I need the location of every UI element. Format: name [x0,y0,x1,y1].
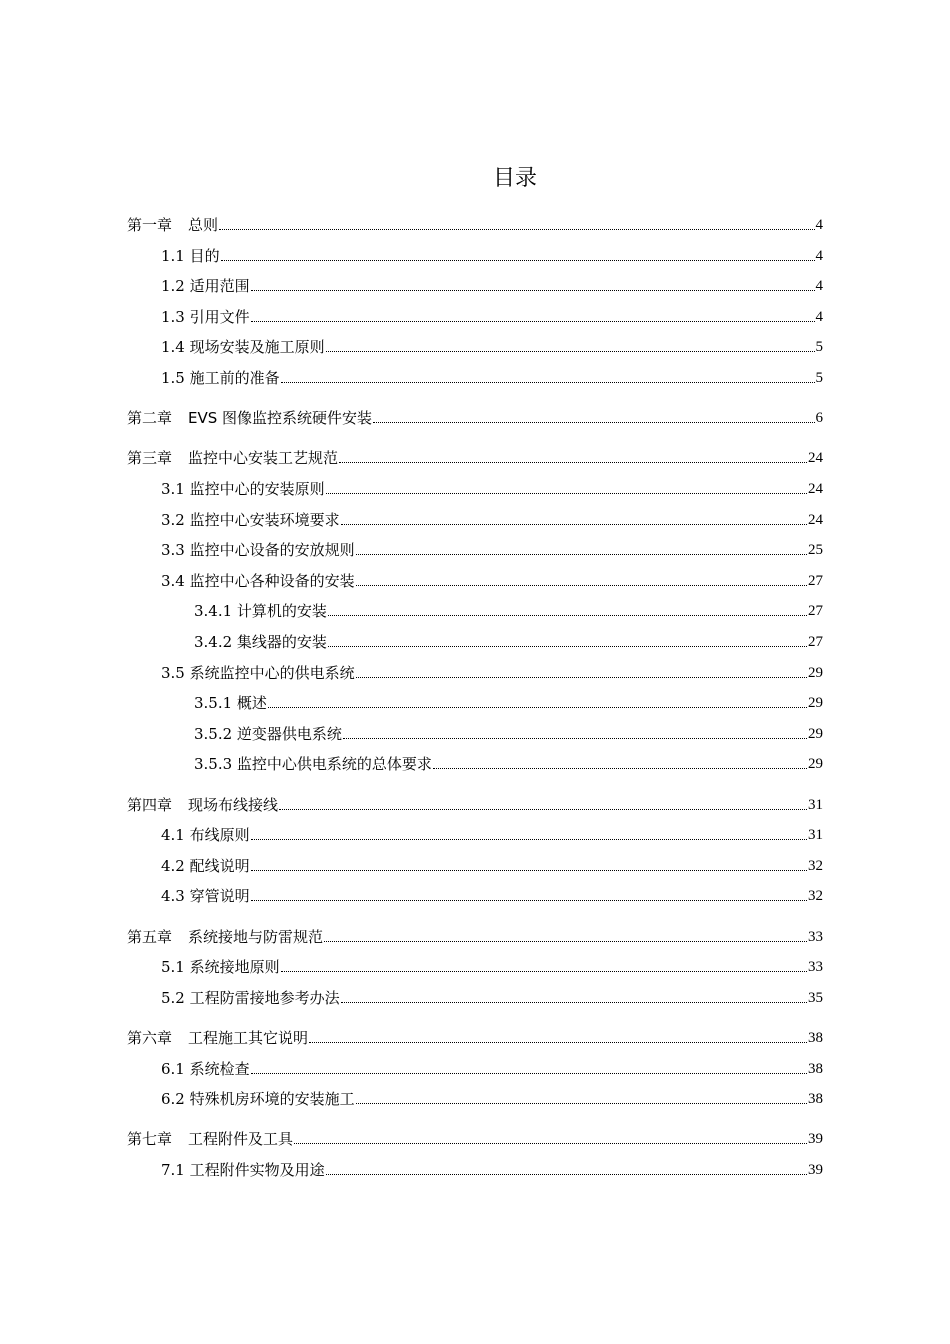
toc-chapter-number: 第二章 [127,409,173,428]
toc-entry-title: 5.2 工程防雷接地参考办法 [161,988,340,1007]
toc-chapter-number: 第一章 [127,216,173,234]
dot-leader [324,941,807,942]
toc-section-entry[interactable] [161,567,823,591]
toc-page-number: 4 [815,247,823,264]
toc-section-entry[interactable] [194,597,823,621]
toc-entry-title: 工程附件及工具 [188,1130,294,1149]
toc-section-entry[interactable] [194,720,823,744]
toc-section-entry[interactable] [194,689,823,713]
toc-chapter-entry[interactable] [127,791,823,815]
toc-page-number: 5 [815,339,823,356]
toc-entry-title: 3.4.2 集线器的安装 [194,633,327,651]
dot-leader [221,260,815,261]
toc-entry-title: 监控中心安装工艺规范 [188,449,339,468]
dot-leader [433,768,807,769]
toc-page-number: 4 [815,217,823,233]
dot-leader [294,1143,807,1144]
dot-leader [251,321,815,322]
toc-entry-title: 4.1 布线原则 [161,826,250,845]
toc-section-entry[interactable] [161,1156,823,1180]
toc-entry-title: 7.1 工程附件实物及用途 [161,1161,325,1179]
dot-leader [373,422,814,423]
toc-section-entry[interactable] [161,333,823,357]
dot-leader [219,229,814,230]
toc-entry-title: 3.4.1 计算机的安装 [194,602,327,621]
dot-leader [268,707,807,708]
toc-page-number: 4 [815,308,823,325]
dot-leader [279,809,807,810]
toc-entry-title: 工程施工其它说明 [188,1029,309,1047]
toc-entry-title: 系统接地与防雷规范 [188,927,324,946]
toc-page-number: 29 [808,756,823,773]
toc-section-entry[interactable] [161,1055,823,1079]
toc-section-entry[interactable] [161,953,823,977]
toc-section-entry[interactable] [161,821,823,845]
toc-chapter-number: 第四章 [127,795,173,814]
dot-leader [356,585,807,586]
toc-page-number: 25 [808,542,823,559]
toc-page-number: 38 [808,1030,823,1046]
toc-entry-title: 1.2 适用范围 [161,277,250,296]
dot-leader [356,677,807,678]
dot-leader [251,870,807,871]
toc-entry-title: EVS 图像监控系统硬件安装 [188,409,373,428]
toc-entry-title: 5.1 系统接地原则 [161,958,280,977]
dot-leader [326,1174,807,1175]
toc-chapter-entry[interactable] [127,923,823,947]
toc-page-number: 29 [808,664,823,681]
toc-entry-title: 3.3 监控中心设备的安放规则 [161,541,355,560]
toc-chapter-entry[interactable] [127,1125,823,1149]
toc-page-number: 27 [808,603,823,620]
toc-chapter-entry[interactable] [127,211,823,235]
toc-section-entry[interactable] [161,852,823,876]
toc-page-number: 31 [808,827,823,844]
toc-page-number: 24 [808,511,823,528]
dot-leader [341,1002,807,1003]
toc-title: 目录 [492,166,537,191]
dot-leader [328,646,807,647]
toc-page-number: 33 [808,959,823,976]
toc-entry-title: 3.5.1 概述 [194,694,267,713]
toc-page-number: 32 [808,857,823,874]
toc-section-entry[interactable] [161,242,823,266]
toc-page-number: 38 [808,1060,823,1077]
toc-chapter-number: 第三章 [127,449,173,468]
dot-leader [339,462,807,463]
toc-entry-title: 现场布线接线 [188,795,279,814]
toc-entry-title: 6.2 特殊机房环境的安装施工 [161,1090,355,1109]
toc-page-number: 24 [808,450,823,467]
toc-page-number: 29 [808,725,823,742]
toc-section-entry[interactable] [161,364,823,388]
toc-entry-title: 1.3 引用文件 [161,307,250,326]
toc-chapter-number: 第六章 [127,1029,173,1047]
toc-entry-title: 3.5.2 逆变器供电系统 [194,724,342,743]
toc-chapter-entry[interactable] [127,444,823,468]
toc-page-number: 24 [808,481,823,497]
dot-leader [251,290,815,291]
toc-entry-title: 1.5 施工前的准备 [161,369,280,387]
toc-page-number: 39 [808,1162,823,1178]
toc-entry-title: 4.3 穿管说明 [161,887,250,906]
toc-page-number: 33 [808,928,823,945]
toc-entry-title: 3.5.3 监控中心供电系统的总体要求 [194,755,432,774]
toc-section-entry[interactable] [161,984,823,1008]
toc-page-number: 5 [815,370,823,386]
toc-page-number: 31 [808,796,823,813]
toc-chapter-entry[interactable] [127,404,823,428]
toc-entry-title: 总则 [188,216,219,234]
toc-entry-title: 4.2 配线说明 [161,856,250,875]
dot-leader [309,1042,807,1043]
toc-section-entry[interactable] [194,628,823,652]
toc-section-entry[interactable] [161,475,823,499]
toc-section-entry[interactable] [161,536,823,560]
toc-section-entry[interactable] [161,303,823,327]
toc-page-number: 38 [808,1091,823,1108]
toc-section-entry[interactable] [161,1085,823,1109]
toc-entry-title: 6.1 系统检查 [161,1059,250,1078]
dot-leader [326,493,807,494]
dot-leader [251,900,807,901]
toc-entry-title: 3.5 系统监控中心的供电系统 [161,663,355,682]
dot-leader [341,524,807,525]
toc-page-number: 27 [808,572,823,589]
dot-leader [343,738,807,739]
toc-section-entry[interactable] [161,272,823,296]
dot-leader [281,382,815,383]
toc-entry-title: 1.4 现场安装及施工原则 [161,338,325,357]
dot-leader [356,1103,807,1104]
toc-entry-title: 3.2 监控中心安装环境要求 [161,510,340,529]
toc-page-number: 39 [808,1131,823,1148]
toc-entry-title: 3.4 监控中心各种设备的安装 [161,571,355,590]
toc-chapter-number: 第七章 [127,1130,173,1149]
toc-page-number: 29 [808,695,823,712]
toc-section-entry[interactable] [194,750,823,774]
toc-page-number: 32 [808,888,823,905]
dot-leader [281,971,807,972]
toc-chapter-entry[interactable] [127,1024,823,1048]
dot-leader [326,351,815,352]
toc-section-entry[interactable] [161,659,823,683]
dot-leader [251,1073,807,1074]
dot-leader [251,839,807,840]
toc-page-number: 6 [815,410,823,427]
toc-page-number: 27 [808,634,823,650]
toc-section-entry[interactable] [161,506,823,530]
dot-leader [328,615,807,616]
toc-chapter-number: 第五章 [127,927,173,946]
toc-section-entry[interactable] [161,882,823,906]
toc-page-number: 4 [815,278,823,295]
dot-leader [356,554,807,555]
toc-entry-title: 1.1 目的 [161,246,220,265]
toc-entry-title: 3.1 监控中心的安装原则 [161,480,325,498]
toc-page-number: 35 [808,989,823,1006]
